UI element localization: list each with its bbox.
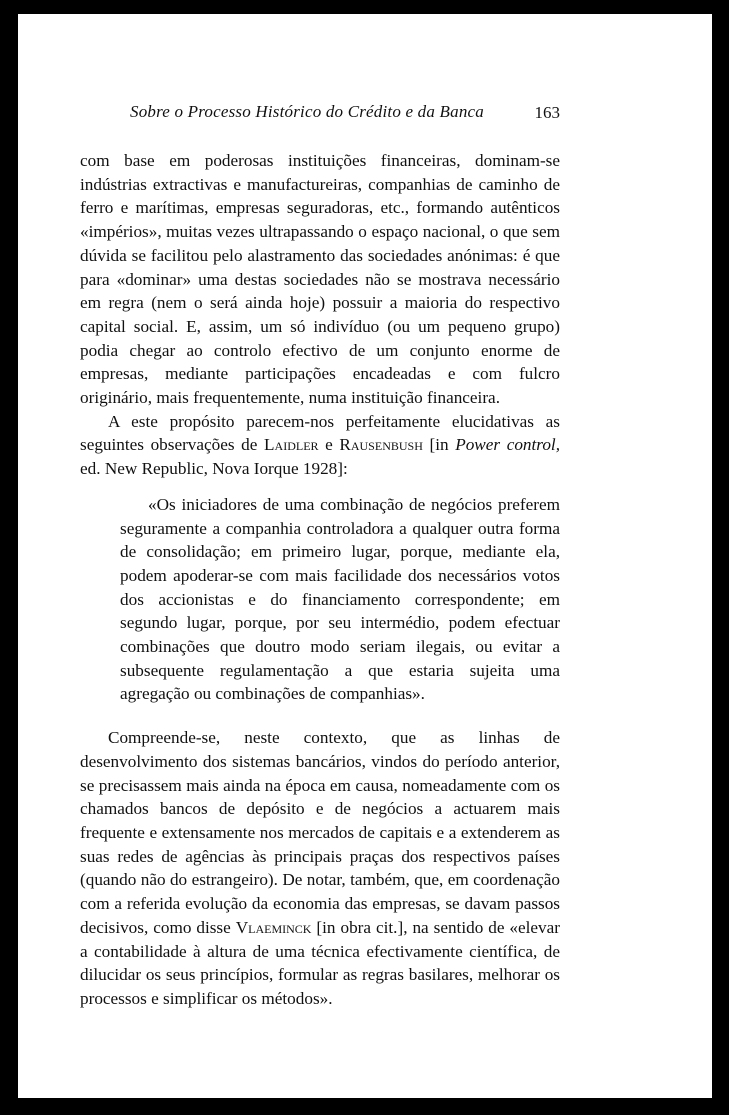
book-page <box>18 14 712 1098</box>
work-title: Power control, <box>455 435 560 455</box>
page-content <box>80 102 560 1011</box>
paragraph-2-citation: ed. New Republic, Nova Iorque 1928]: <box>80 459 348 479</box>
paragraph-2-bracket: [in <box>422 435 456 455</box>
paragraph-3-tail: [in obra cit.], na sentido de «elevar a contabilidade à altura de uma técnica efectivamente científica, de dilucidar os seus princípios, formular as regras basilares, melhorar os processos e simplificar os métodos». <box>80 917 561 1008</box>
author-rausenbush: Rausenbush <box>339 435 423 455</box>
running-title: Sobre o Processo Histórico do Crédito e da Banca <box>130 102 484 121</box>
author-vlaeminck: Vlaeminck <box>235 917 312 937</box>
paragraph-2-text: A este propósito parecem-nos perfeitamente elucidativas as seguintes observações de <box>80 411 560 455</box>
paragraph-2 <box>80 410 560 481</box>
author-laidler: Laidler <box>264 435 319 455</box>
paragraph-1: com base em poderosas instituições financeiras, dominam-se indústrias extractivas e manufactureiras, companhias de caminho de ferro e marítimas, empresas seguradoras, etc., formando autênticos «impérios», muitas vezes ultrapassando o espaço nacional, o que sem dúvida se facilitou pelo alastramento das sociedades anónimas: é que para «dominar» uma destas sociedades não se mostrava necessário em regra (nem o será ainda hoje) possuir a maioria do respectivo capital social. E, assim, um só indivíduo (ou um pequeno grupo) podia chegar ao controlo efectivo de um conjunto enorme de empresas, mediante participações encadeadas e com fulcro originário, mais frequentemente, numa instituição financeira. <box>80 151 560 408</box>
paragraph-3-text: Compreende-se, neste contexto, que as linhas de desenvolvimento dos sistemas bancários, vindos do período anterior, se precisassem mais ainda na época em causa, nomeadamente com os chamados bancos de depósito e de negócios a actuarem mais frequente e extensamente nos mercados de capitais e a extenderem as suas redes de agências às principais praças dos respectivos países (quando não do estrangeiro). De notar, também, que, em coordenação com a referida evolução da economia das empresas, se davam passos decisivos, como disse <box>80 728 560 937</box>
page-number: 163 <box>534 103 560 122</box>
block-quote: «Os iniciadores de uma combinação de negócios preferem seguramente a companhia controladora a qualquer outra forma de consolidação; em primeiro lugar, porque, mediante ela, podem apoderar-se com mais facilidade dos necessários votos dos accionistas e do financiamento correspondente; em segundo lugar, porque, por seu intermédio, podem efectuar combinações que doutro modo seriam ilegais, ou evitar a subsequente regulamentação a que estaria sujeita uma agregação ou combinações de companhias». <box>120 494 560 704</box>
paragraph-3 <box>80 726 560 1010</box>
paragraph-2-joiner: e <box>318 435 340 455</box>
body-text <box>80 149 560 1011</box>
running-header <box>80 102 560 128</box>
